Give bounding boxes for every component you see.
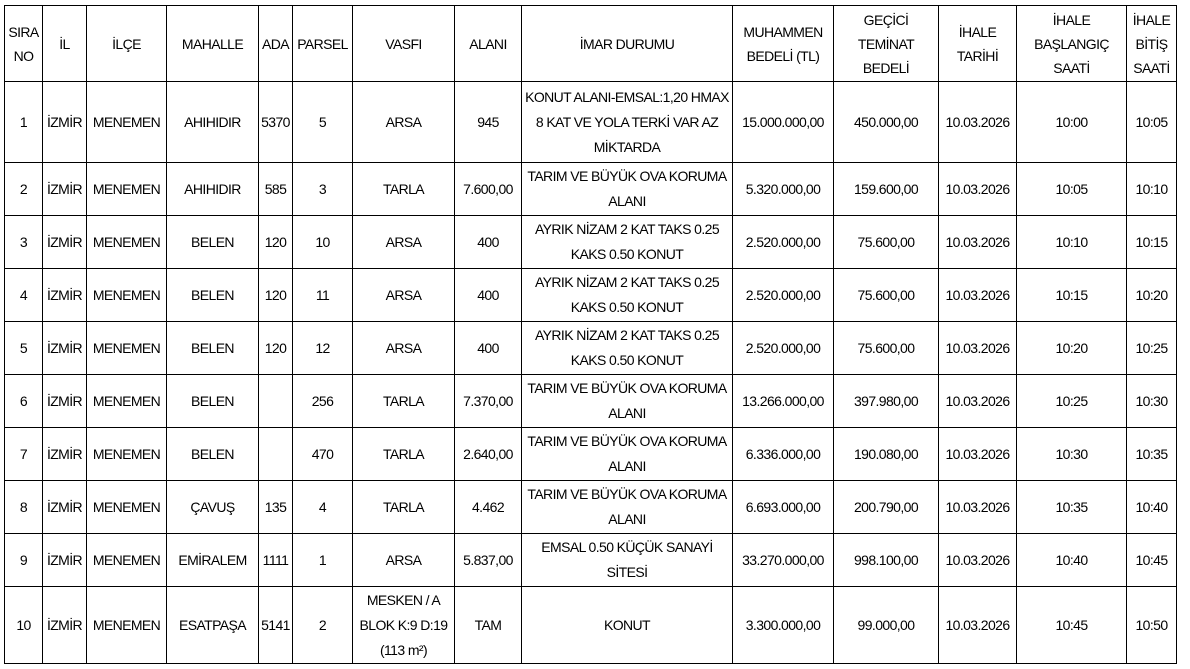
table-row	[5, 322, 1177, 375]
block-cell	[259, 428, 293, 481]
start-time-cell: 10:20	[1017, 322, 1127, 375]
parcel-cell: 12	[293, 322, 353, 375]
start-time-cell: 10:35	[1017, 481, 1127, 534]
row-no: 3	[5, 216, 43, 269]
auction-table	[4, 5, 1177, 664]
zoning-cell: AYRIK NİZAM 2 KAT TAKS 0.25 KAKS 0.50 KONUT	[522, 216, 733, 269]
block-cell: 585	[259, 163, 293, 216]
auction-date-cell: 10.03.2026	[939, 534, 1017, 587]
zoning-cell: KONUT ALANI-EMSAL:1,20 HMAX 8 KAT VE YOLA TERKİ VAR AZ MİKTARDA	[522, 82, 733, 163]
zoning-cell: EMSAL 0.50 KÜÇÜK SANAYİ SİTESİ	[522, 534, 733, 587]
neighborhood-cell: BELEN	[167, 322, 259, 375]
neighborhood-cell: ESATPAŞA	[167, 587, 259, 664]
type-cell: MESKEN / A BLOK K:9 D:19 (113 m²)	[353, 587, 455, 664]
header-cell: SIRA NO	[5, 6, 43, 82]
type-cell: ARSA	[353, 322, 455, 375]
parcel-cell: 11	[293, 269, 353, 322]
table-row	[5, 163, 1177, 216]
row-no: 5	[5, 322, 43, 375]
type-cell: ARSA	[353, 82, 455, 163]
table-row	[5, 481, 1177, 534]
area-cell: 400	[455, 269, 522, 322]
header-cell: İMAR DURUMU	[522, 6, 733, 82]
row-no: 2	[5, 163, 43, 216]
end-time-cell: 10:05	[1127, 82, 1177, 163]
header-cell: İL	[43, 6, 87, 82]
area-cell: 7.600,00	[455, 163, 522, 216]
zoning-cell: TARIM VE BÜYÜK OVA KORUMA ALANI	[522, 428, 733, 481]
zoning-cell: TARIM VE BÜYÜK OVA KORUMA ALANI	[522, 481, 733, 534]
zoning-cell: KONUT	[522, 587, 733, 664]
auction-date-cell: 10.03.2026	[939, 322, 1017, 375]
parcel-cell: 10	[293, 216, 353, 269]
province-cell: İZMİR	[43, 269, 87, 322]
end-time-cell: 10:45	[1127, 534, 1177, 587]
row-no: 7	[5, 428, 43, 481]
table-row	[5, 216, 1177, 269]
block-cell	[259, 375, 293, 428]
estimated-value-cell: 2.520.000,00	[733, 322, 834, 375]
district-cell: MENEMEN	[87, 216, 167, 269]
estimated-value-cell: 3.300.000,00	[733, 587, 834, 664]
auction-date-cell: 10.03.2026	[939, 481, 1017, 534]
district-cell: MENEMEN	[87, 322, 167, 375]
end-time-cell: 10:20	[1127, 269, 1177, 322]
estimated-value-cell: 33.270.000,00	[733, 534, 834, 587]
block-cell: 1111	[259, 534, 293, 587]
deposit-cell: 450.000,00	[834, 82, 939, 163]
province-cell: İZMİR	[43, 534, 87, 587]
district-cell: MENEMEN	[87, 534, 167, 587]
estimated-value-cell: 2.520.000,00	[733, 269, 834, 322]
start-time-cell: 10:00	[1017, 82, 1127, 163]
district-cell: MENEMEN	[87, 269, 167, 322]
table-row	[5, 375, 1177, 428]
auction-table-container	[4, 5, 1177, 664]
area-cell: 4.462	[455, 481, 522, 534]
start-time-cell: 10:30	[1017, 428, 1127, 481]
deposit-cell: 159.600,00	[834, 163, 939, 216]
start-time-cell: 10:05	[1017, 163, 1127, 216]
estimated-value-cell: 5.320.000,00	[733, 163, 834, 216]
row-no: 9	[5, 534, 43, 587]
province-cell: İZMİR	[43, 163, 87, 216]
zoning-cell: AYRIK NİZAM 2 KAT TAKS 0.25 KAKS 0.50 KONUT	[522, 322, 733, 375]
start-time-cell: 10:40	[1017, 534, 1127, 587]
auction-date-cell: 10.03.2026	[939, 428, 1017, 481]
province-cell: İZMİR	[43, 428, 87, 481]
header-cell: MUHAMMEN BEDELİ (TL)	[733, 6, 834, 82]
area-cell: 400	[455, 322, 522, 375]
type-cell: TARLA	[353, 163, 455, 216]
table-row	[5, 534, 1177, 587]
type-cell: TARLA	[353, 481, 455, 534]
area-cell: TAM	[455, 587, 522, 664]
area-cell: 5.837,00	[455, 534, 522, 587]
type-cell: TARLA	[353, 428, 455, 481]
header-cell: PARSEL	[293, 6, 353, 82]
zoning-cell: TARIM VE BÜYÜK OVA KORUMA ALANI	[522, 163, 733, 216]
header-cell: GEÇİCİ TEMİNAT BEDELİ	[834, 6, 939, 82]
neighborhood-cell: AHIHIDIR	[167, 82, 259, 163]
estimated-value-cell: 6.336.000,00	[733, 428, 834, 481]
neighborhood-cell: ÇAVUŞ	[167, 481, 259, 534]
header-cell: ADA	[259, 6, 293, 82]
header-row	[5, 6, 1177, 82]
province-cell: İZMİR	[43, 481, 87, 534]
block-cell: 5141	[259, 587, 293, 664]
parcel-cell: 5	[293, 82, 353, 163]
header-cell: MAHALLE	[167, 6, 259, 82]
neighborhood-cell: BELEN	[167, 428, 259, 481]
block-cell: 120	[259, 322, 293, 375]
parcel-cell: 256	[293, 375, 353, 428]
header-cell: İHALE BAŞLANGIÇ SAATİ	[1017, 6, 1127, 82]
estimated-value-cell: 15.000.000,00	[733, 82, 834, 163]
row-no: 8	[5, 481, 43, 534]
parcel-cell: 4	[293, 481, 353, 534]
deposit-cell: 998.100,00	[834, 534, 939, 587]
deposit-cell: 99.000,00	[834, 587, 939, 664]
deposit-cell: 75.600,00	[834, 269, 939, 322]
table-row	[5, 587, 1177, 664]
row-no: 4	[5, 269, 43, 322]
area-cell: 400	[455, 216, 522, 269]
auction-date-cell: 10.03.2026	[939, 216, 1017, 269]
row-no: 10	[5, 587, 43, 664]
auction-date-cell: 10.03.2026	[939, 82, 1017, 163]
deposit-cell: 75.600,00	[834, 322, 939, 375]
type-cell: TARLA	[353, 375, 455, 428]
deposit-cell: 200.790,00	[834, 481, 939, 534]
table-row	[5, 428, 1177, 481]
auction-date-cell: 10.03.2026	[939, 375, 1017, 428]
district-cell: MENEMEN	[87, 428, 167, 481]
neighborhood-cell: BELEN	[167, 375, 259, 428]
table-row	[5, 269, 1177, 322]
block-cell: 120	[259, 269, 293, 322]
end-time-cell: 10:40	[1127, 481, 1177, 534]
district-cell: MENEMEN	[87, 587, 167, 664]
deposit-cell: 75.600,00	[834, 216, 939, 269]
district-cell: MENEMEN	[87, 82, 167, 163]
end-time-cell: 10:25	[1127, 322, 1177, 375]
end-time-cell: 10:15	[1127, 216, 1177, 269]
zoning-cell: AYRIK NİZAM 2 KAT TAKS 0.25 KAKS 0.50 KONUT	[522, 269, 733, 322]
parcel-cell: 470	[293, 428, 353, 481]
row-no: 6	[5, 375, 43, 428]
type-cell: ARSA	[353, 269, 455, 322]
header-cell: ALANI	[455, 6, 522, 82]
end-time-cell: 10:35	[1127, 428, 1177, 481]
start-time-cell: 10:25	[1017, 375, 1127, 428]
neighborhood-cell: BELEN	[167, 216, 259, 269]
area-cell: 7.370,00	[455, 375, 522, 428]
type-cell: ARSA	[353, 534, 455, 587]
province-cell: İZMİR	[43, 322, 87, 375]
auction-date-cell: 10.03.2026	[939, 269, 1017, 322]
end-time-cell: 10:30	[1127, 375, 1177, 428]
start-time-cell: 10:15	[1017, 269, 1127, 322]
neighborhood-cell: AHIHIDIR	[167, 163, 259, 216]
end-time-cell: 10:10	[1127, 163, 1177, 216]
auction-date-cell: 10.03.2026	[939, 163, 1017, 216]
district-cell: MENEMEN	[87, 375, 167, 428]
province-cell: İZMİR	[43, 216, 87, 269]
block-cell: 120	[259, 216, 293, 269]
neighborhood-cell: BELEN	[167, 269, 259, 322]
block-cell: 135	[259, 481, 293, 534]
province-cell: İZMİR	[43, 375, 87, 428]
auction-date-cell: 10.03.2026	[939, 587, 1017, 664]
parcel-cell: 1	[293, 534, 353, 587]
header-cell: İHALE TARİHİ	[939, 6, 1017, 82]
area-cell: 2.640,00	[455, 428, 522, 481]
district-cell: MENEMEN	[87, 163, 167, 216]
table-row	[5, 82, 1177, 163]
estimated-value-cell: 2.520.000,00	[733, 216, 834, 269]
district-cell: MENEMEN	[87, 481, 167, 534]
province-cell: İZMİR	[43, 82, 87, 163]
start-time-cell: 10:45	[1017, 587, 1127, 664]
header-cell: VASFI	[353, 6, 455, 82]
end-time-cell: 10:50	[1127, 587, 1177, 664]
start-time-cell: 10:10	[1017, 216, 1127, 269]
parcel-cell: 2	[293, 587, 353, 664]
area-cell: 945	[455, 82, 522, 163]
row-no: 1	[5, 82, 43, 163]
estimated-value-cell: 13.266.000,00	[733, 375, 834, 428]
zoning-cell: TARIM VE BÜYÜK OVA KORUMA ALANI	[522, 375, 733, 428]
deposit-cell: 397.980,00	[834, 375, 939, 428]
province-cell: İZMİR	[43, 587, 87, 664]
type-cell: ARSA	[353, 216, 455, 269]
estimated-value-cell: 6.693.000,00	[733, 481, 834, 534]
header-cell: İHALE BİTİŞ SAATİ	[1127, 6, 1177, 82]
neighborhood-cell: EMİRALEM	[167, 534, 259, 587]
block-cell: 5370	[259, 82, 293, 163]
parcel-cell: 3	[293, 163, 353, 216]
deposit-cell: 190.080,00	[834, 428, 939, 481]
header-cell: İLÇE	[87, 6, 167, 82]
